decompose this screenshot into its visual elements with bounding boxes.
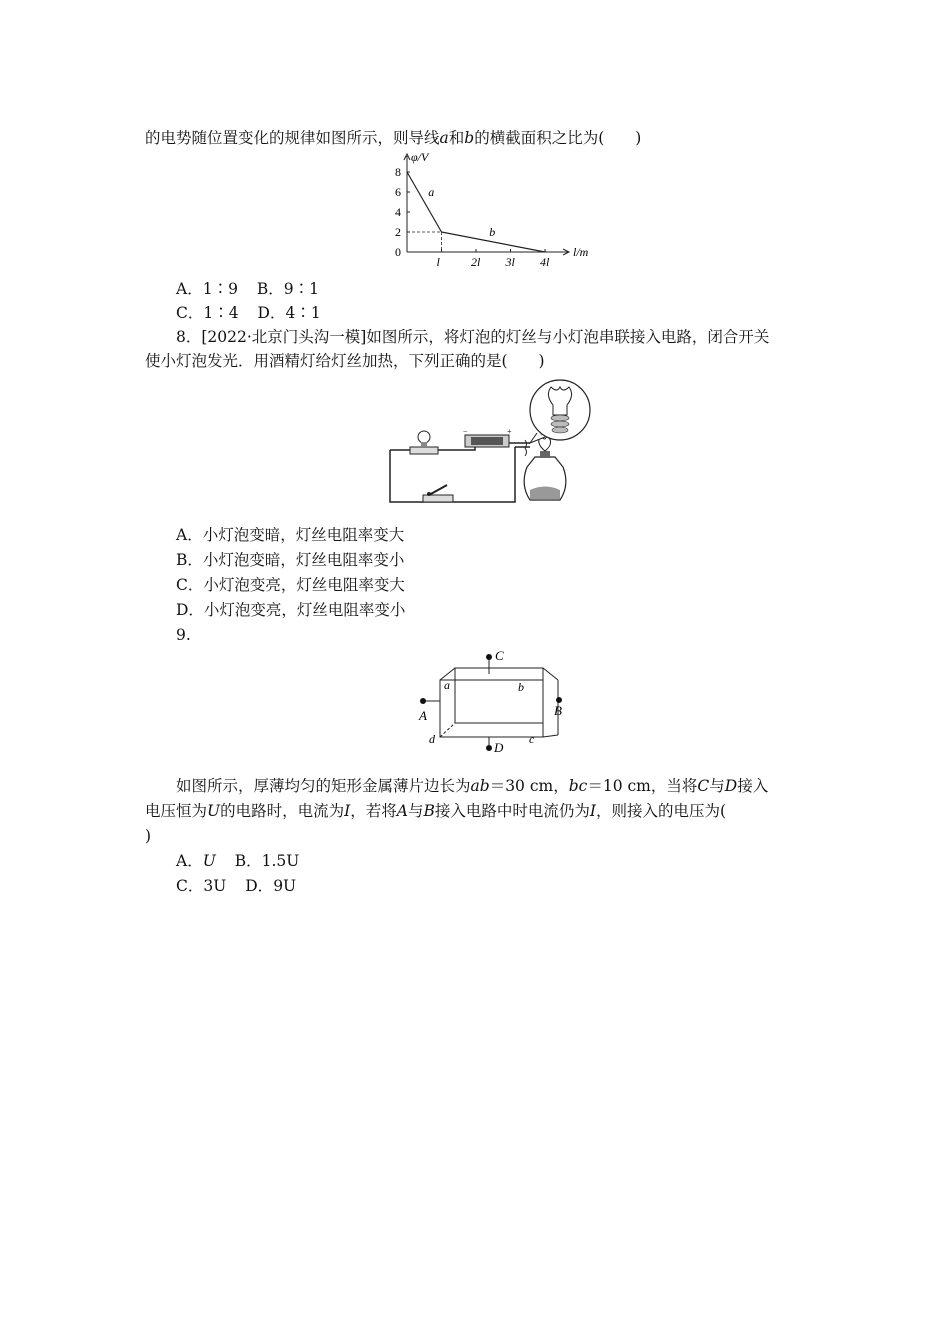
q7-stem-part: 的横截面积之比为( ) — [474, 129, 642, 147]
q9-option-b-key[interactable]: B． — [234, 852, 262, 870]
label-b-lower: b — [518, 680, 524, 694]
q9-option-c[interactable]: 3U — [203, 877, 227, 895]
q8-stem-line-1: 8．[2022·北京门头沟一模]如图所示，将灯泡的灯丝与小灯泡串联接入电路，闭合开关 — [176, 328, 770, 346]
q7-options-row-1 — [176, 278, 319, 300]
q8-option-b[interactable]: B．小灯泡变暗，灯丝电阻率变小 — [176, 551, 405, 569]
series-label-b: b — [489, 225, 496, 239]
q7-var-b: b — [464, 129, 475, 147]
q9-text-part: ＝30 cm， — [489, 777, 569, 795]
q9-option-b[interactable]: 1.5U — [261, 852, 300, 870]
y-tick-label: 0 — [395, 245, 401, 259]
q7-option-a[interactable]: 1∶9 — [202, 280, 238, 298]
q9-var-u: U — [207, 802, 221, 820]
battery-icon — [463, 427, 512, 447]
q9-option-d[interactable]: 9U — [273, 877, 297, 895]
q8-option-c[interactable]: C．小灯泡变亮，灯丝电阻率变大 — [176, 576, 405, 594]
series-line-a — [407, 172, 442, 232]
q9-option-a[interactable]: U — [202, 852, 216, 870]
alcohol-lamp-icon — [524, 435, 566, 500]
q9-stem-line-2 — [145, 800, 726, 822]
switch-icon — [423, 485, 453, 502]
q9-text-part: ，则接入的电压为( — [596, 802, 727, 820]
q9-var-a: A — [396, 802, 408, 820]
q8-stem-line-2: 使小灯泡发光．用酒精灯给灯丝加热，下列正确的是( ) — [145, 352, 545, 370]
q9-option-d-key[interactable]: D． — [245, 877, 274, 895]
label-c-upper: C — [495, 648, 504, 663]
q9-text-part: 接入 — [737, 777, 769, 795]
q8-option-d[interactable]: D．小灯泡变亮，灯丝电阻率变小 — [176, 601, 406, 619]
label-b-upper: B — [554, 703, 562, 718]
q9-stem-line-1 — [176, 775, 768, 797]
q9-text-part: 的电路时，电流为 — [220, 802, 345, 820]
label-a-lower: a — [444, 678, 450, 692]
q9-text-part: 与 — [709, 777, 725, 795]
q7-option-d-key[interactable]: D． — [257, 304, 286, 322]
q8-option-a[interactable]: A．小灯泡变暗，灯丝电阻率变大 — [176, 526, 405, 544]
q7-option-d[interactable]: 4∶1 — [285, 304, 321, 322]
q9-options-row-1 — [176, 850, 299, 872]
q7-option-c-key[interactable]: C． — [176, 304, 204, 322]
svg-text:−: − — [463, 427, 468, 436]
x-axis-label: l/m — [573, 245, 589, 259]
q9-var-b: B — [423, 802, 435, 820]
q9-stem-line-3: ) — [145, 827, 152, 845]
q7-option-b[interactable]: 9∶1 — [283, 280, 319, 298]
q9-var-d: D — [724, 777, 738, 795]
q9-var-bc: bc — [568, 777, 588, 795]
q7-stem-part: 的电势随位置变化的规律如图所示，则导线 — [145, 129, 440, 147]
q7-stem — [145, 127, 641, 149]
y-tick-label: 6 — [395, 185, 401, 199]
y-tick-label: 4 — [395, 205, 401, 219]
label-d-upper: D — [494, 740, 504, 755]
q9-text-part: ＝10 cm，当将 — [587, 777, 698, 795]
q9-number: 9. — [176, 626, 191, 644]
circuit-figure — [385, 375, 600, 510]
q9-text-part: 接入电路中时电流仍为 — [434, 802, 590, 820]
label-a-upper: A — [419, 708, 427, 723]
q9-options-row-2 — [176, 875, 296, 897]
q7-stem-part: 和 — [448, 129, 465, 147]
y-tick-label: 2 — [395, 225, 401, 239]
q9-text-part: 电压恒为 — [145, 802, 208, 820]
metal-sheet-figure — [410, 645, 580, 760]
q7-option-c[interactable]: 1∶4 — [203, 304, 239, 322]
q7-var-a: a — [439, 129, 449, 147]
terminal-a-icon — [420, 698, 426, 704]
q9-option-a-key[interactable]: A． — [176, 852, 203, 870]
y-axis-label: φ/V — [411, 150, 429, 164]
magnified-bulb-icon — [530, 380, 590, 443]
x-tick-label: 3l — [505, 255, 515, 269]
potential-chart — [385, 150, 605, 270]
y-tick-label: 8 — [395, 165, 401, 179]
q9-text-part: ，若将 — [350, 802, 397, 820]
series-label-a: a — [428, 185, 435, 199]
label-c-lower: c — [529, 732, 535, 746]
x-tick-label: l — [436, 255, 440, 269]
q7-option-b-key[interactable]: B． — [256, 280, 284, 298]
q7-options-row-2 — [176, 302, 321, 324]
q9-var-ab: ab — [470, 777, 490, 795]
q9-var-i: I — [589, 802, 596, 820]
q9-option-c-key[interactable]: C． — [176, 877, 204, 895]
q9-var-i: I — [344, 802, 351, 820]
terminal-c-icon — [486, 654, 492, 660]
small-bulb-icon — [410, 431, 438, 454]
x-tick-label: 4l — [540, 255, 550, 269]
q9-var-c: C — [697, 777, 710, 795]
svg-text:+: + — [507, 427, 512, 436]
q9-text-part: 如图所示，厚薄均匀的矩形金属薄片边长为 — [176, 777, 471, 795]
terminal-d-icon — [486, 745, 492, 751]
q9-text-part: 与 — [407, 802, 424, 820]
q7-option-a-key[interactable]: A． — [176, 280, 203, 298]
x-tick-label: 2l — [471, 255, 481, 269]
label-d-lower: d — [429, 732, 435, 746]
